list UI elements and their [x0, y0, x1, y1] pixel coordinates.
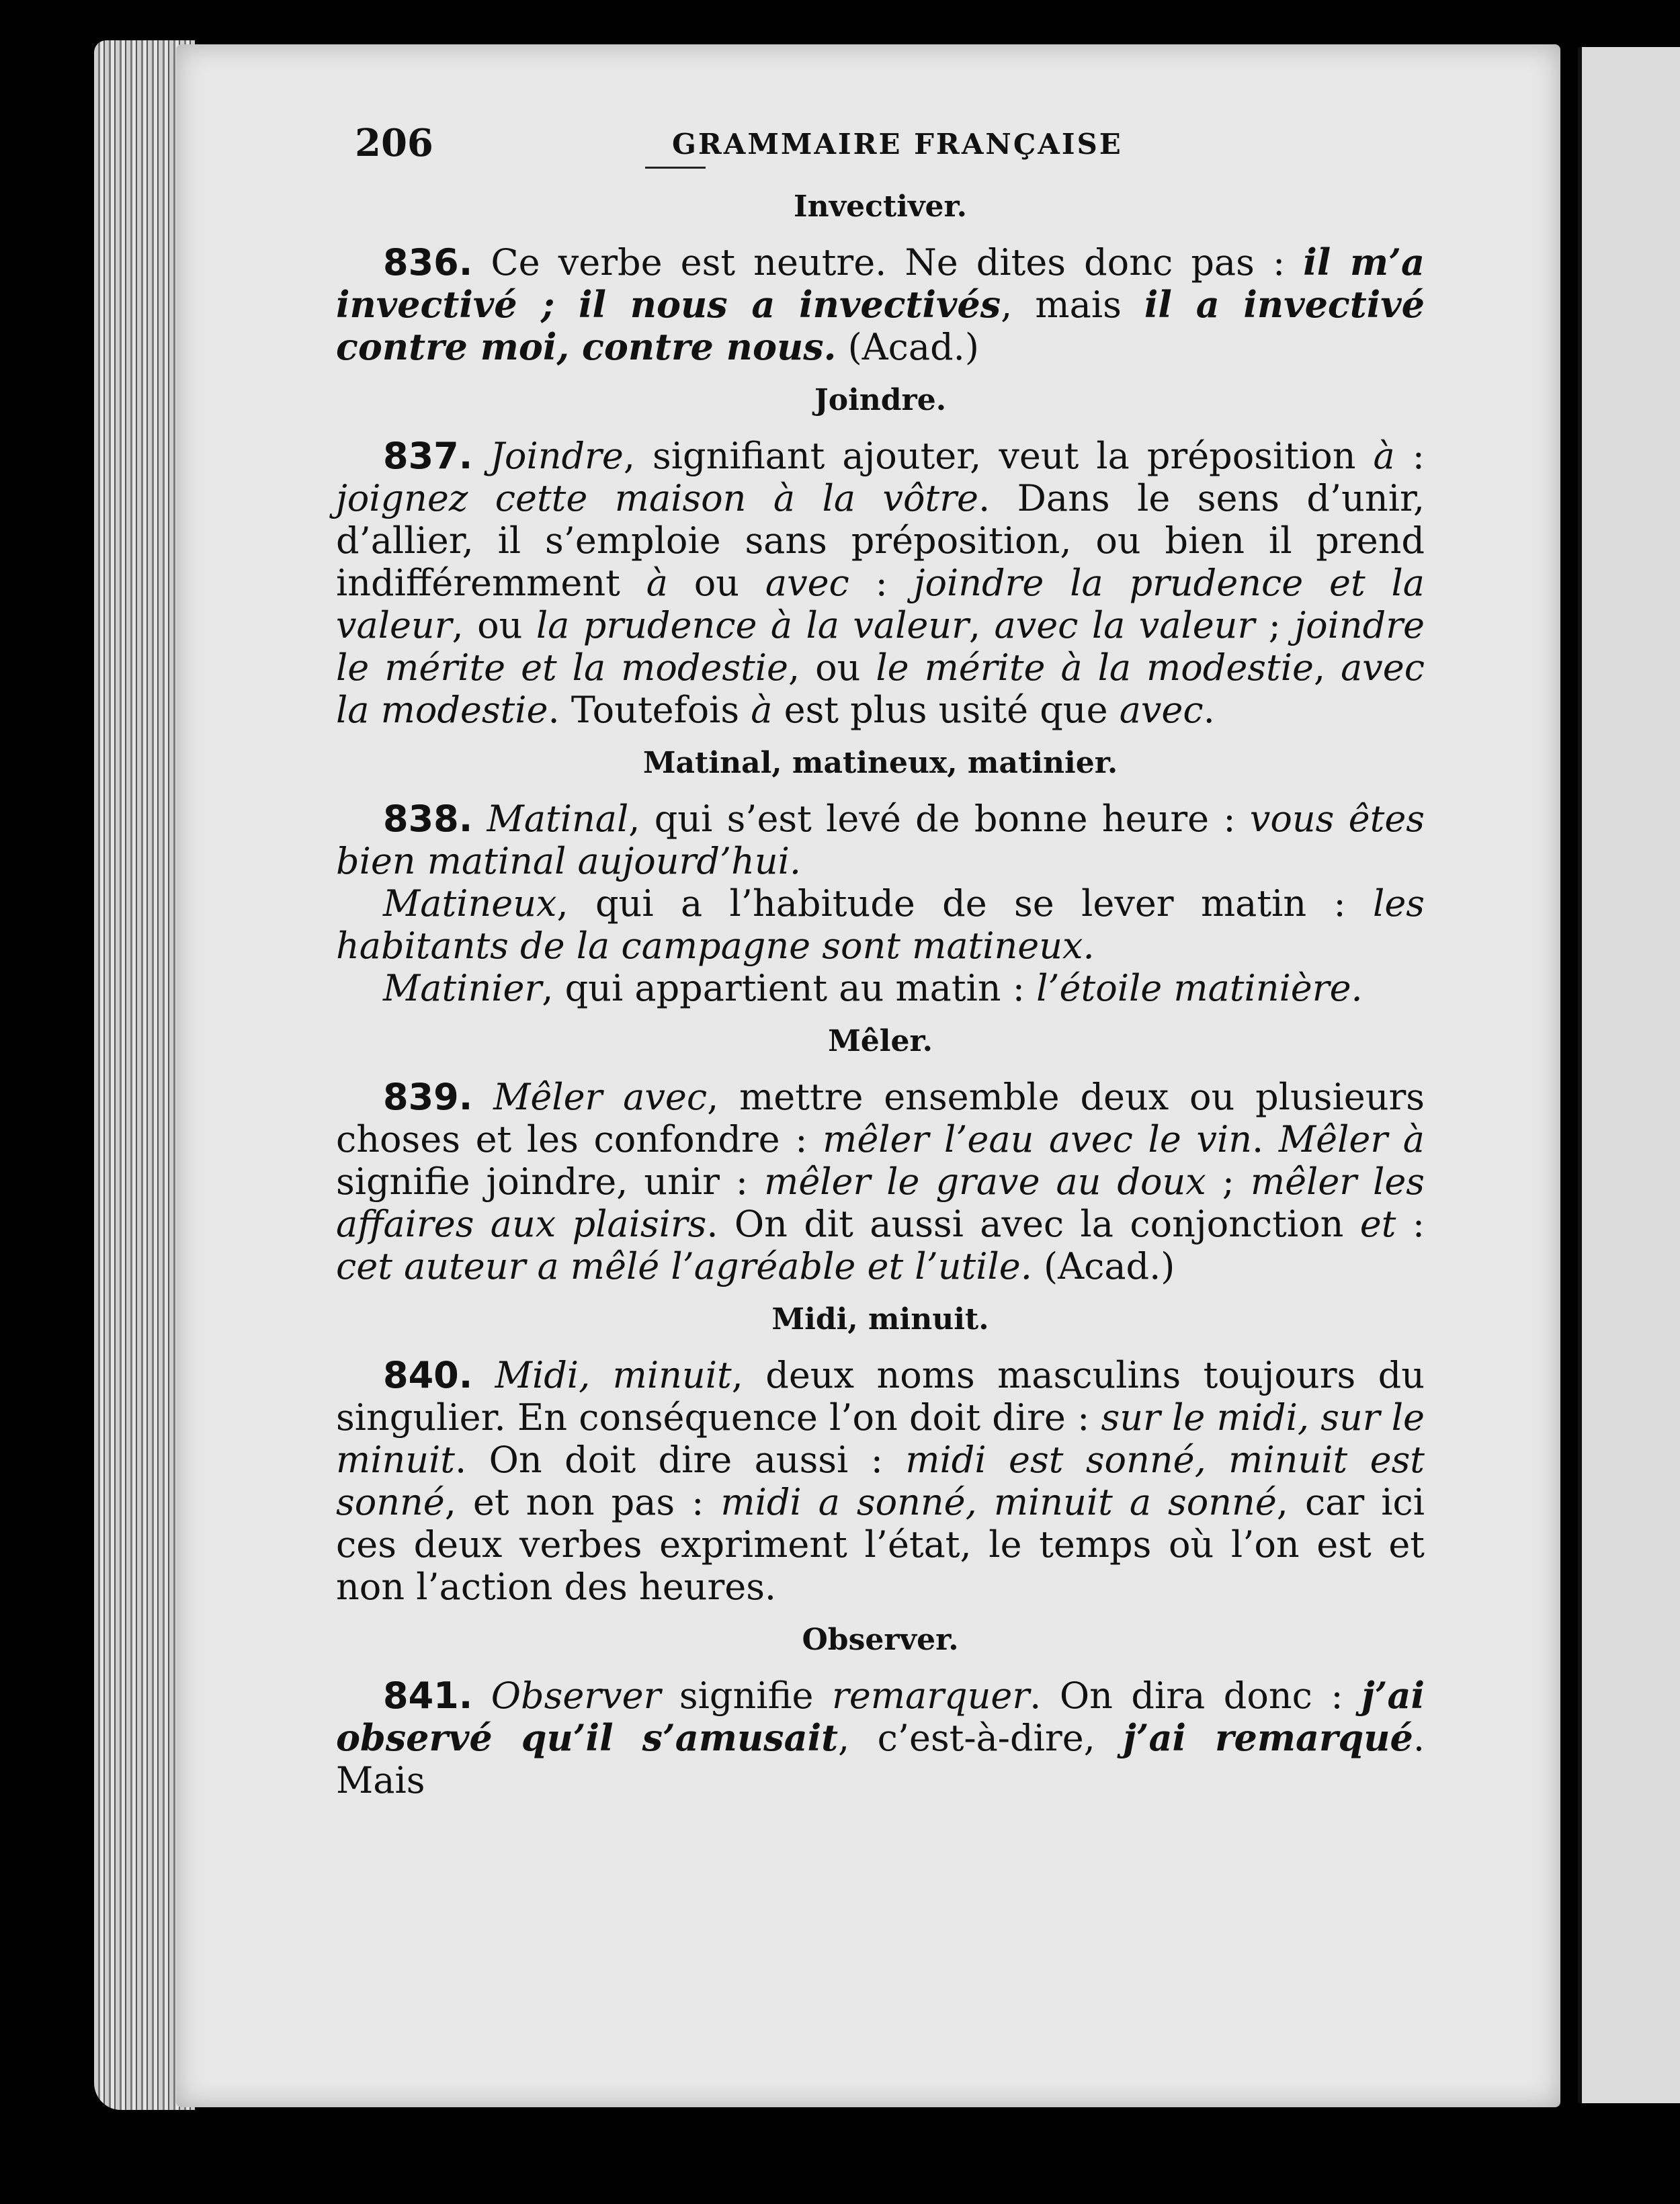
entry-paragraph	[336, 882, 1425, 967]
paragraph-text: Matinier, qui appartient au matin : l’étoile matinière.	[383, 967, 1363, 1009]
running-head	[336, 121, 1425, 175]
paragraph-number: 836.	[383, 241, 473, 284]
entry-paragraph	[336, 1675, 1425, 1802]
entry-paragraph	[336, 1354, 1425, 1608]
page-number: 206	[355, 121, 433, 165]
entry-paragraph	[336, 241, 1425, 368]
section-title: Joindre.	[814, 383, 947, 417]
section-title: Observer.	[802, 1623, 959, 1657]
entry-section	[336, 1302, 1425, 1608]
header-rule	[645, 167, 706, 169]
page-content	[336, 121, 1425, 1802]
entry-section	[336, 1623, 1425, 1802]
paragraph-number: 837.	[383, 435, 473, 477]
body-text	[336, 189, 1425, 1802]
paragraph-text: Matinal, qui s’est levé de bonne heure : vous êtes bien matinal aujourd’hui.	[336, 798, 1425, 882]
entry-section	[336, 746, 1425, 1009]
paragraph-text: Ce verbe est neutre. Ne dites donc pas : il m’a invectivé ; il nous a invectivés, mais il a invectivé contre moi, contre nous. (Acad.)	[336, 241, 1425, 368]
paragraph-number: 838.	[383, 798, 473, 840]
entry-section	[336, 1024, 1425, 1287]
entry-paragraph	[336, 798, 1425, 882]
running-title: GRAMMAIRE FRANÇAISE	[672, 128, 1123, 161]
entry-paragraph	[336, 435, 1425, 731]
entry-section	[336, 383, 1425, 731]
entry-section	[336, 189, 1425, 368]
section-title: Matinal, matineux, matinier.	[642, 746, 1118, 780]
section-title: Mêler.	[828, 1024, 933, 1058]
section-title: Invectiver.	[794, 189, 967, 224]
paragraph-number: 841.	[383, 1675, 473, 1717]
paragraph-text: Matineux, qui a l’habitude de se lever matin : les habitants de la campagne sont matineux.	[336, 882, 1425, 967]
paragraph-text: Joindre, signifiant ajouter, veut la préposition à : joignez cette maison à la vôtre. Dans le sens d’unir, d’allier, il s’emploie sans préposition, ou bien il prend indifféremment à ou avec : joindre la prudence et la valeur, ou la prudence à la valeur, avec la valeur ; joindre le mérite et la modestie, ou le mérite à la modestie, avec la modestie. Toutefois à est plus usité que avec.	[336, 435, 1425, 731]
paragraph-number: 839.	[383, 1076, 473, 1118]
paragraph-text: Mêler avec, mettre ensemble deux ou plusieurs choses et les confondre : mêler l’eau avec le vin. Mêler à signifie joindre, unir : mêler le grave au doux ; mêler les affaires aux plaisirs. On dit aussi avec la conjonction et : cet auteur a mêlé l’agréable et l’utile. (Acad.)	[336, 1076, 1425, 1287]
paragraph-number: 840.	[383, 1354, 473, 1396]
entry-paragraph	[336, 967, 1425, 1009]
paragraph-text: Observer signifie remarquer. On dira donc : j’ai observé qu’il s’amusait, c’est-à-dire, j’ai remarqué. Mais	[336, 1674, 1425, 1802]
facing-page-edge	[1578, 47, 1680, 2103]
section-title: Midi, minuit.	[771, 1302, 989, 1337]
paragraph-text: Midi, minuit, deux noms masculins toujours du singulier. En conséquence l’on doit dire : sur le midi, sur le minuit. On doit dire aussi : midi est sonné, minuit est sonné, et non pas : midi a sonné, minuit a sonné, car ici ces deux verbes expriment l’état, le temps où l’on est et non l’action des heures.	[336, 1354, 1425, 1608]
entry-paragraph	[336, 1076, 1425, 1287]
